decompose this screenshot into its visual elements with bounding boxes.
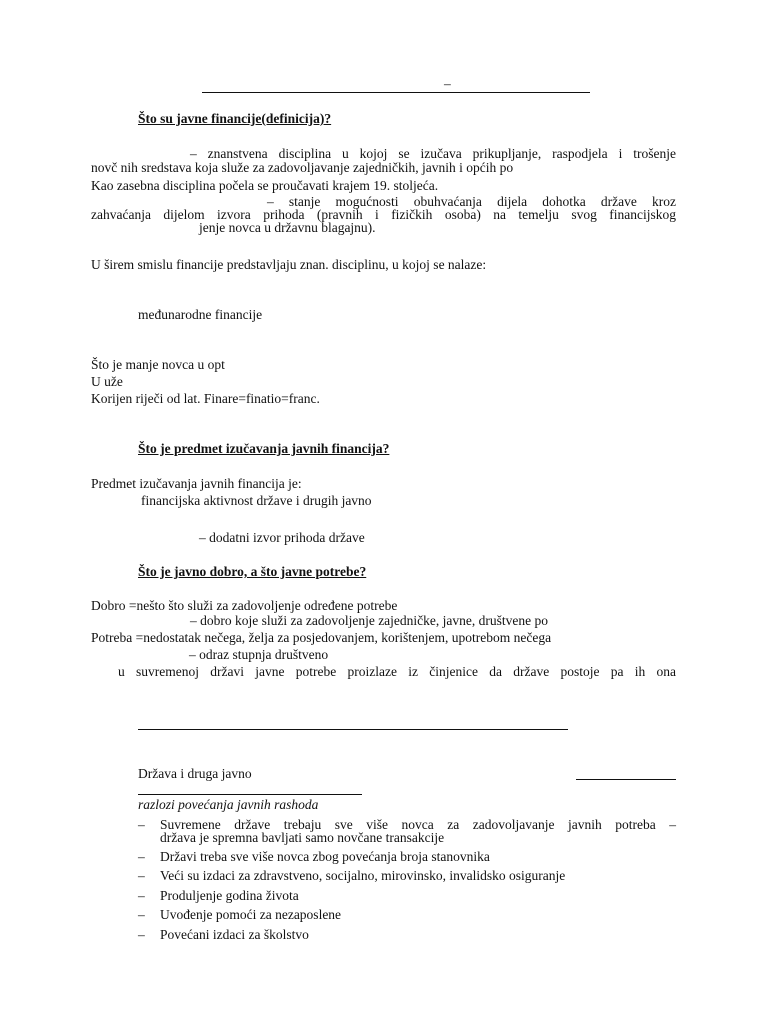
section1-line4: – stanje mogućnosti obuhvaćanja dijela dohotka države kroz [267,194,676,209]
top-rule [202,92,590,93]
section4-subheading: razlozi povećanja javnih rashoda [138,797,319,812]
section3-line3: Potreba =nedostatak nečega, želja za posjedovanjem, korištenjem, upotrebom nečega [91,630,552,645]
bullet-dash: – [138,907,145,922]
bullet-text: Povećani izdaci za školstvo [160,927,309,942]
section3-line1: Dobro =nešto što služi za zadovoljenje određene potrebe [91,598,398,613]
bullet-dash: – [138,868,145,883]
bullet-text: Državi treba sve više novca zbog povećanja broja stanovnika [160,849,490,864]
section1-line9: Što je manje novca u opt [91,357,225,372]
section1-line5: zahvaćanja dijelom izvora prihoda (pravnih i fizičkih osoba) na temelju svog financijskog [91,207,676,222]
section2-line3: – dodatni izvor prihoda države [199,530,365,545]
subheading-rule [138,794,362,795]
section1-line2: novč nih sredstava koja služe za zadovoljavanje zajedničkih, javnih i općih po [91,160,514,175]
top-rule-dash: – [444,76,451,91]
section2-line2: financijska aktivnost države i drugih javno [141,493,372,508]
section4-line1: Država i druga javno [138,766,252,781]
section2-line1: Predmet izučavanja javnih financija je: [91,476,302,491]
section3-line5: u suvremenoj državi javne potrebe proizlaze iz činjenice da države postoje pa ih ona [118,664,676,679]
section1-line6: jenje novca u državnu blagajnu). [199,220,376,235]
right-blank-line [576,779,676,780]
bullet-text: Uvođenje pomoći za nezaposlene [160,907,342,922]
bullet-dash: – [138,888,145,903]
section1-line1: – znanstvena disciplina u kojoj se izučava prikupljanje, raspodjela i trošenje [190,146,676,161]
middle-rule [138,729,568,730]
section1-line11: Korijen riječi od lat. Finare=finatio=franc. [91,391,320,406]
section3-line4: – odraz stupnja društveno [189,647,329,662]
bullet-dash: – [138,849,145,864]
bullet-dash: – [138,927,145,942]
bullet-text: Veći su izdaci za zdravstveno, socijalno, mirovinsko, invalidsko osiguranje [160,868,566,883]
section3-heading: Što je javno dobro, a što javne potrebe? [138,564,367,579]
section3-line2: – dobro koje služi za zadovoljenje zajedničke, javne, društvene po [190,613,548,628]
section1-heading: Što su javne financije(definicija)? [138,111,332,126]
bullet-text: Suvremene države trebaju sve više novca za zadovoljavanje javnih potreba – [160,817,676,832]
section1-line3: Kao zasebna disciplina počela se proučavati krajem 19. stoljeća. [91,178,439,193]
section1-line10: U uže [91,374,123,389]
bullet-dash: – [138,817,145,832]
section1-line8: međunarodne financije [138,307,263,322]
section2-heading: Što je predmet izučavanja javnih financija? [138,441,390,456]
section1-line7: U širem smislu financije predstavljaju znan. disciplinu, u kojoj se nalaze: [91,257,487,272]
bullet-text-continuation: država je spremna bavljati samo novčane transakcije [160,830,445,845]
bullet-text: Produljenje godina života [160,888,299,903]
